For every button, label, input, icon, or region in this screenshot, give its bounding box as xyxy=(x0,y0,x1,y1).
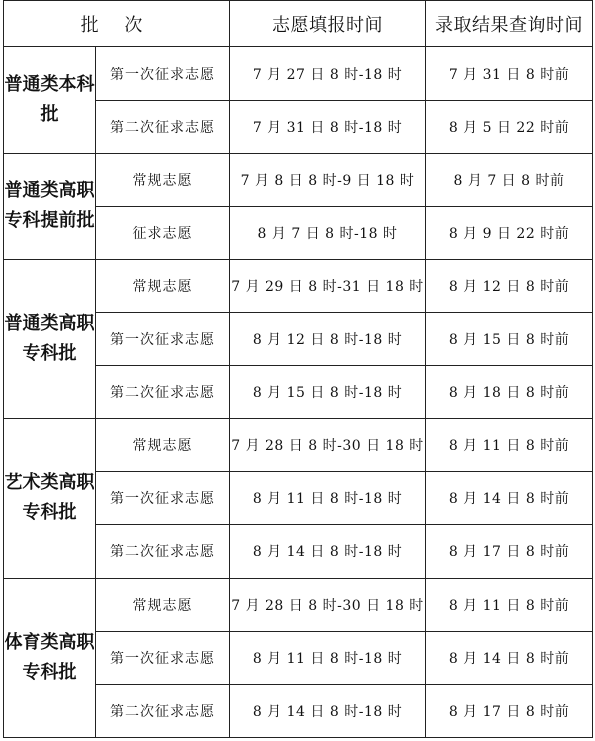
fill-time: 8 月 11 日 8 时-18 时 xyxy=(230,472,426,525)
fill-time: 7 月 8 日 8 时-9 日 18 时 xyxy=(230,153,426,206)
result-time: 8 月 5 日 22 时前 xyxy=(426,100,593,153)
volunteer-type: 常规志愿 xyxy=(96,578,230,631)
result-time: 8 月 17 日 8 时前 xyxy=(426,684,593,737)
fill-time: 7 月 27 日 8 时-18 时 xyxy=(230,47,426,100)
fill-time: 8 月 14 日 8 时-18 时 xyxy=(230,525,426,578)
volunteer-type: 常规志愿 xyxy=(96,153,230,206)
volunteer-type: 第一次征求志愿 xyxy=(96,47,230,100)
volunteer-type: 第二次征求志愿 xyxy=(96,100,230,153)
table-row xyxy=(4,259,593,312)
group-label: 普通类高职专科批 xyxy=(4,259,96,418)
volunteer-type: 常规志愿 xyxy=(96,419,230,472)
volunteer-type: 第一次征求志愿 xyxy=(96,313,230,366)
group-label: 体育类高职专科批 xyxy=(4,578,96,737)
volunteer-type: 第二次征求志愿 xyxy=(96,366,230,419)
result-time: 8 月 14 日 8 时前 xyxy=(426,631,593,684)
fill-time: 8 月 15 日 8 时-18 时 xyxy=(230,366,426,419)
result-time: 8 月 15 日 8 时前 xyxy=(426,313,593,366)
fill-time: 7 月 28 日 8 时-30 日 18 时 xyxy=(230,419,426,472)
result-time: 8 月 11 日 8 时前 xyxy=(426,419,593,472)
header-row xyxy=(4,1,593,47)
result-time: 8 月 18 日 8 时前 xyxy=(426,366,593,419)
result-time: 8 月 7 日 8 时前 xyxy=(426,153,593,206)
volunteer-type: 第一次征求志愿 xyxy=(96,472,230,525)
volunteer-type: 第一次征求志愿 xyxy=(96,631,230,684)
header-batch: 批 次 xyxy=(4,1,230,47)
fill-time: 8 月 11 日 8 时-18 时 xyxy=(230,631,426,684)
group-label: 艺术类高职专科批 xyxy=(4,419,96,578)
fill-time: 7 月 29 日 8 时-31 日 18 时 xyxy=(230,259,426,312)
table-row xyxy=(4,419,593,472)
volunteer-type: 第二次征求志愿 xyxy=(96,684,230,737)
result-time: 7 月 31 日 8 时前 xyxy=(426,47,593,100)
volunteer-type: 第二次征求志愿 xyxy=(96,525,230,578)
result-time: 8 月 14 日 8 时前 xyxy=(426,472,593,525)
table-row xyxy=(4,578,593,631)
header-result-time: 录取结果查询时间 xyxy=(426,1,593,47)
volunteer-type: 征求志愿 xyxy=(96,206,230,259)
result-time: 8 月 9 日 22 时前 xyxy=(426,206,593,259)
group-label: 普通类高职专科提前批 xyxy=(4,153,96,259)
fill-time: 8 月 12 日 8 时-18 时 xyxy=(230,313,426,366)
fill-time: 7 月 28 日 8 时-30 日 18 时 xyxy=(230,578,426,631)
result-time: 8 月 17 日 8 时前 xyxy=(426,525,593,578)
group-label: 普通类本科批 xyxy=(4,47,96,153)
fill-time: 8 月 7 日 8 时-18 时 xyxy=(230,206,426,259)
fill-time: 8 月 14 日 8 时-18 时 xyxy=(230,684,426,737)
table-row xyxy=(4,153,593,206)
result-time: 8 月 11 日 8 时前 xyxy=(426,578,593,631)
result-time: 8 月 12 日 8 时前 xyxy=(426,259,593,312)
table-row xyxy=(4,47,593,100)
admission-schedule-table xyxy=(3,0,593,738)
volunteer-type: 常规志愿 xyxy=(96,259,230,312)
header-fill-time: 志愿填报时间 xyxy=(230,1,426,47)
fill-time: 7 月 31 日 8 时-18 时 xyxy=(230,100,426,153)
